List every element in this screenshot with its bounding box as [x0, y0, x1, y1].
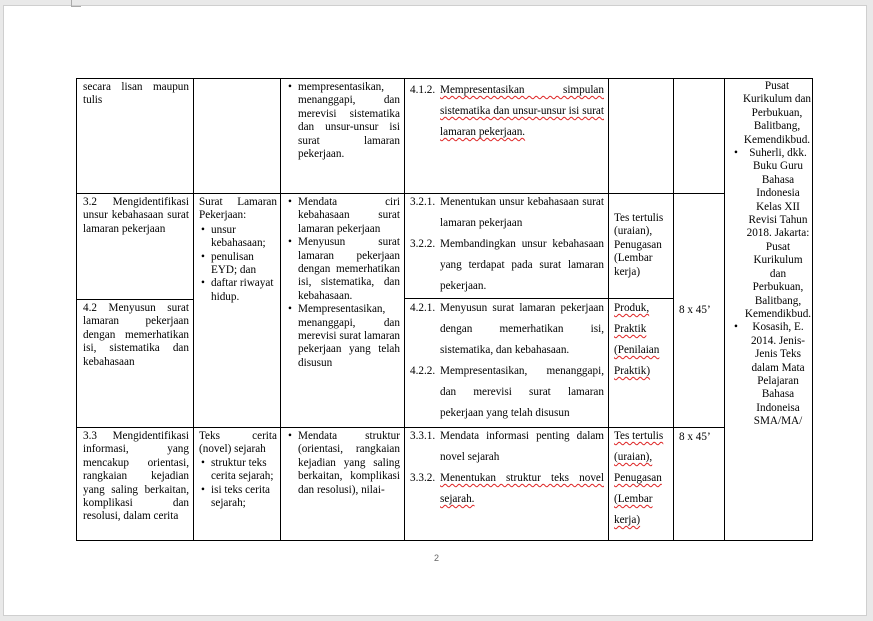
indikator-item [410, 80, 604, 143]
sumber-lead: Pusat Kurikulum dan Perbukuan, Balitbang, Kemendikbud. [742, 80, 812, 146]
waktu-text: 8 x 45’ [679, 304, 711, 316]
kegiatan-item: • mempresentasikan, menanggapi, dan merevisi sistematika dan unsur-unsur isi surat lamaran pekerjaan. [286, 81, 400, 161]
indikator-cell [410, 192, 604, 297]
indikator-text: Menentukan struktur teks novel sejarah. [440, 472, 604, 505]
kd-text: 3.3 Mengidentifikasi informasi, yang mencakup orientasi, rangkaian kejadian yang saling berkaitan, komplikasi dan resolusi, dalam cerita [83, 430, 189, 523]
kd-cell [83, 430, 189, 524]
indikator-item [410, 234, 604, 297]
indikator-item [410, 468, 604, 510]
sumber-item: • Kosasih, E. 2014. Jenis-Jenis Teks dalam Mata Pelajaran Bahasa Indoneisa SMA/MA/ [732, 321, 812, 428]
penilaian-text: Tes tertulis (uraian), Penugasan (Lembar kerja) [614, 212, 664, 278]
indikator-text: Menentukan unsur kebahasaan surat lamaran pekerjaan [440, 196, 604, 229]
kegiatan-item: • Mempresentasikan, menanggapi, dan merevisi surat lamaran pekerjaan yang telah disusun [286, 303, 400, 370]
penilaian-cell [614, 298, 672, 382]
indikator-number: 3.3.1. [410, 430, 436, 442]
page-number: 2 [433, 553, 439, 563]
kd-cell [83, 302, 189, 369]
kegiatan-cell [286, 196, 400, 370]
penilaian-text: Tes tertulis (uraian), Penugasan (Lembar kerja) [614, 430, 664, 526]
lesson-plan-table [76, 78, 813, 541]
indikator-cell [410, 426, 604, 510]
materi-title: Surat Lamaran Pekerjaan: [199, 196, 277, 222]
indikator-item [410, 426, 604, 468]
kegiatan-cell [286, 81, 400, 161]
indikator-number: 3.2.2. [410, 238, 436, 250]
kd-text: 3.2 Mengidentifikasi unsur kebahasaan surat lamaran pekerjaan [83, 196, 189, 235]
materi-item: • daftar riwayat hidup. [199, 277, 277, 304]
kd-text: secara lisan maupun tulis [83, 81, 189, 107]
materi-cell [199, 430, 277, 510]
indikator-cell [410, 298, 604, 424]
indikator-text: Mendata informasi penting dalam novel sejarah [440, 430, 604, 463]
materi-item: • unsur kebahasaan; [199, 224, 277, 251]
materi-title: Teks cerita (novel) sejarah [199, 430, 277, 456]
col-divider [608, 79, 609, 540]
kegiatan-cell [286, 430, 400, 497]
penilaian-cell [614, 426, 672, 531]
row-divider [77, 299, 193, 300]
kegiatan-item: • Mendata struktur (orientasi, rangkaian kejadian yang saling berkaitan, komplikasi dan resolusi), nilai- [286, 430, 400, 497]
indikator-text: Mempresentasikan, menanggapi, dan merevisi surat lamaran pekerjaan yang telah disusun [440, 365, 604, 419]
kd-cell [83, 196, 189, 236]
col-divider [280, 79, 281, 540]
indikator-number: 4.2.1. [410, 302, 436, 314]
indikator-number: 3.2.1. [410, 196, 436, 208]
indikator-text: Membandingkan unsur kebahasaan yang terdapat pada surat lamaran pekerjaan. [440, 238, 604, 292]
kd-text: 4.2 Menyusun surat lamaran pekerjaan dengan memerhatikan isi, sistematika dan kebahasaan [83, 302, 189, 368]
indikator-text: Menyusun surat lamaran pekerjaan dengan memerhatikan isi, sistematika, dan kebahasaan. [440, 302, 604, 356]
waktu-cell [679, 431, 723, 444]
kegiatan-item: • Mendata ciri kebahasaan surat lamaran pekerjaan [286, 196, 400, 236]
page-corner-mark [71, 0, 81, 7]
indikator-item [410, 298, 604, 361]
indikator-number: 3.3.2. [410, 472, 436, 484]
sumber-cell [732, 80, 812, 429]
indikator-item [410, 192, 604, 234]
col-divider [673, 79, 674, 540]
materi-cell [199, 196, 277, 304]
indikator-number: 4.1.2. [410, 84, 436, 96]
kegiatan-item: • Menyusun surat lamaran pekerjaan dengan memerhatikan isi, sistematika, dan kebahasaan. [286, 236, 400, 303]
materi-item: • penulisan EYD; dan [199, 251, 277, 278]
waktu-cell [679, 304, 723, 317]
indikator-number: 4.2.2. [410, 365, 436, 377]
kd-cell [83, 81, 189, 108]
indikator-text: Mempresentasikan simpulan sistematika dan unsur-unsur isi surat lamaran pekerjaan. [440, 84, 604, 138]
col-divider [193, 79, 194, 540]
penilaian-cell [614, 212, 672, 279]
indikator-cell [410, 80, 604, 143]
sumber-item: • Suherli, dkk. Buku Guru Bahasa Indonesia Kelas XII Revisi Tahun 2018. Jakarta: Pusat Kurikulum dan Perbukuan, Balitbang, Kemendikbud. [732, 147, 812, 321]
penilaian-text: Produk, Praktik (Penilaian Praktik) [614, 302, 660, 377]
col-divider [724, 79, 725, 540]
materi-item: • struktur teks cerita sejarah; [199, 457, 277, 484]
row-divider [77, 193, 724, 194]
materi-item: • isi teks cerita sejarah; [199, 484, 277, 511]
waktu-text: 8 x 45’ [679, 431, 711, 443]
indikator-item [410, 361, 604, 424]
col-divider [404, 79, 405, 540]
